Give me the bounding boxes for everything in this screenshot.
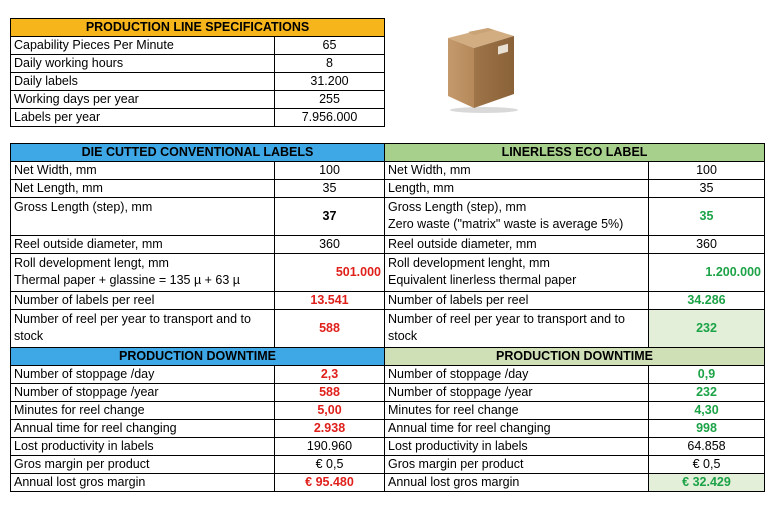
table-row <box>385 438 765 456</box>
row-label: Gros margin per product <box>11 456 275 474</box>
row-value: 190.960 <box>275 438 385 456</box>
production-line-specifications-table <box>10 18 385 127</box>
table-row <box>385 420 765 438</box>
table-row <box>385 310 765 348</box>
row-label: Net Width, mm <box>11 162 275 180</box>
row-value: 501.000 <box>275 254 385 292</box>
right-title: LINERLESS ECO LABEL <box>385 144 765 162</box>
table-row <box>11 162 385 180</box>
table-row <box>11 55 385 73</box>
cardboard-box-icon <box>440 22 522 114</box>
table-row <box>11 236 385 254</box>
row-value: 2.938 <box>275 420 385 438</box>
row-label: Gross Length (step), mm Zero waste ("matrix" waste is average 5%) <box>385 198 649 236</box>
row-value: € 32.429 <box>649 474 765 492</box>
row-value: 0,9 <box>649 366 765 384</box>
table-row <box>11 402 385 420</box>
row-value: 360 <box>649 236 765 254</box>
table-row <box>385 198 765 236</box>
table-row <box>11 91 385 109</box>
table-row <box>11 109 385 127</box>
row-value: 2,3 <box>275 366 385 384</box>
row-label: Annual time for reel changing <box>11 420 275 438</box>
spec-value: 8 <box>275 55 385 73</box>
spec-value: 31.200 <box>275 73 385 91</box>
row-label: Number of stoppage /day <box>11 366 275 384</box>
specs-title: PRODUCTION LINE SPECIFICATIONS <box>11 19 385 37</box>
row-value: € 0,5 <box>275 456 385 474</box>
row-value: 35 <box>649 198 765 236</box>
table-row <box>385 180 765 198</box>
table-row <box>11 198 385 236</box>
table-row <box>11 254 385 292</box>
table-row <box>385 384 765 402</box>
row-label: Roll development lengt, mm Thermal paper + glassine = 135 µ + 63 µ <box>11 254 275 292</box>
right-downtime-title: PRODUCTION DOWNTIME <box>385 348 765 366</box>
row-label: Minutes for reel change <box>385 402 649 420</box>
spec-label: Capability Pieces Per Minute <box>11 37 275 55</box>
linerless-eco-label-table <box>384 143 765 492</box>
left-title: DIE CUTTED CONVENTIONAL LABELS <box>11 144 385 162</box>
table-row <box>11 474 385 492</box>
row-label: Gros margin per product <box>385 456 649 474</box>
row-label: Number of labels per reel <box>11 292 275 310</box>
table-row <box>11 456 385 474</box>
row-label: Annual lost gros margin <box>385 474 649 492</box>
row-label: Lost productivity in labels <box>11 438 275 456</box>
row-label: Number of stoppage /day <box>385 366 649 384</box>
table-row <box>11 384 385 402</box>
table-row <box>385 254 765 292</box>
die-cutted-conventional-labels-table <box>10 143 385 492</box>
spec-label: Daily working hours <box>11 55 275 73</box>
row-label: Number of reel per year to transport and to stock <box>385 310 649 348</box>
row-label: Number of stoppage /year <box>385 384 649 402</box>
row-label: Net Width, mm <box>385 162 649 180</box>
table-row <box>11 438 385 456</box>
table-row <box>385 236 765 254</box>
row-value: 232 <box>649 384 765 402</box>
row-value: 34.286 <box>649 292 765 310</box>
row-value: 4,30 <box>649 402 765 420</box>
row-value: 232 <box>649 310 765 348</box>
row-label: Roll development lenght, mm Equivalent linerless thermal paper <box>385 254 649 292</box>
row-value: 100 <box>649 162 765 180</box>
row-value: 35 <box>275 180 385 198</box>
table-row <box>11 180 385 198</box>
table-row <box>11 292 385 310</box>
row-value: 64.858 <box>649 438 765 456</box>
row-value: 37 <box>275 198 385 236</box>
table-row <box>11 37 385 55</box>
spec-value: 255 <box>275 91 385 109</box>
row-value: 100 <box>275 162 385 180</box>
table-row <box>11 310 385 348</box>
row-value: 588 <box>275 384 385 402</box>
row-value: € 95.480 <box>275 474 385 492</box>
table-row <box>11 420 385 438</box>
spec-label: Working days per year <box>11 91 275 109</box>
row-label: Net Length, mm <box>11 180 275 198</box>
row-value: 360 <box>275 236 385 254</box>
row-value: 1.200.000 <box>649 254 765 292</box>
table-row <box>385 366 765 384</box>
row-label: Minutes for reel change <box>11 402 275 420</box>
left-downtime-title: PRODUCTION DOWNTIME <box>11 348 385 366</box>
table-row <box>385 474 765 492</box>
row-label: Number of reel per year to transport and to stock <box>11 310 275 348</box>
table-row <box>385 402 765 420</box>
row-value: 5,00 <box>275 402 385 420</box>
row-label: Lost productivity in labels <box>385 438 649 456</box>
row-label: Gross Length (step), mm <box>11 198 275 236</box>
row-label: Reel outside diameter, mm <box>11 236 275 254</box>
row-label: Annual time for reel changing <box>385 420 649 438</box>
table-row <box>11 366 385 384</box>
spec-value: 7.956.000 <box>275 109 385 127</box>
row-value: 35 <box>649 180 765 198</box>
row-value: 998 <box>649 420 765 438</box>
row-label: Length, mm <box>385 180 649 198</box>
spec-label: Daily labels <box>11 73 275 91</box>
row-label: Annual lost gros margin <box>11 474 275 492</box>
row-value: 588 <box>275 310 385 348</box>
spec-value: 65 <box>275 37 385 55</box>
row-label: Number of stoppage /year <box>11 384 275 402</box>
table-row <box>385 456 765 474</box>
row-value: € 0,5 <box>649 456 765 474</box>
spec-label: Labels per year <box>11 109 275 127</box>
row-label: Reel outside diameter, mm <box>385 236 649 254</box>
row-label: Number of labels per reel <box>385 292 649 310</box>
table-row <box>385 292 765 310</box>
row-value: 13.541 <box>275 292 385 310</box>
table-row <box>385 162 765 180</box>
table-row <box>11 73 385 91</box>
